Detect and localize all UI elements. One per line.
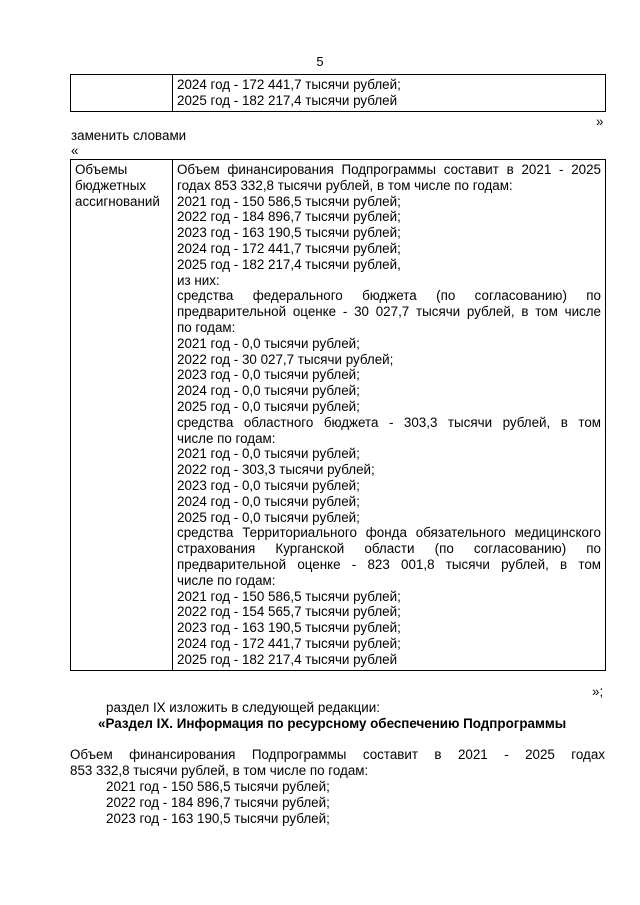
funding-line: 2022 год - 30 027,7 тысячи рублей;	[177, 351, 394, 367]
funding-line: 2023 год - 0,0 тысячи рублей;	[177, 367, 360, 383]
page-number: 5	[316, 54, 324, 69]
label-cell	[71, 160, 173, 671]
funding-line: 2023 год - 163 190,5 тысячи рублей;	[177, 620, 401, 636]
funding-line: 2021 год - 150 586,5 тысячи рублей;	[177, 193, 401, 209]
funding-line: из них:	[177, 272, 220, 288]
closing-quote: »	[596, 114, 604, 129]
funding-line: 2025 год - 0,0 тысячи рублей;	[177, 509, 360, 525]
funding-line: 2024 год - 0,0 тысячи рублей;	[177, 493, 360, 509]
funding-line: 2021 год - 150 586,5 тысячи рублей;	[177, 588, 401, 604]
funding-line: 2022 год - 303,3 тысячи рублей;	[177, 462, 375, 478]
funding-line: годах 853 332,8 тысячи рублей, в том числе по годам:	[177, 177, 513, 193]
funding-line: предварительной оценке - 823 001,8 тысячи рублей, в том	[177, 556, 601, 572]
funding-line: 2021 год - 0,0 тысячи рублей;	[177, 446, 360, 462]
opening-quote: «	[71, 143, 79, 158]
funding-line: 2023 год - 0,0 тысячи рублей;	[177, 477, 360, 493]
empty-label-cell	[71, 75, 173, 112]
funding-line: 2023 год - 163 190,5 тысячи рублей;	[177, 225, 401, 241]
replace-with-text: заменить словами	[71, 128, 187, 143]
closing-quote-semicolon: »;	[592, 684, 604, 699]
text-line: 2024 год - 172 441,7 тысячи рублей;	[177, 77, 401, 92]
funding-line: средства Территориального фонда обязательного медицинского	[177, 525, 601, 541]
funding-line: 2024 год - 172 441,7 тысячи рублей;	[177, 240, 401, 256]
body-paragraph-line: 853 332,8 тысячи рублей, в том числе по годам:	[70, 763, 369, 778]
funding-line: 2025 год - 182 217,4 тысячи рублей,	[177, 256, 401, 272]
label-line: бюджетных	[75, 177, 147, 193]
body-year-line: 2023 год - 163 190,5 тысячи рублей;	[106, 811, 330, 826]
funding-line: 2021 год - 0,0 тысячи рублей;	[177, 335, 360, 351]
funding-line: средства федерального бюджета (по согласованию) по	[177, 288, 601, 304]
funding-line: числе по годам:	[177, 430, 276, 446]
funding-line: Объем финансирования Подпрограммы составит в 2021 - 2025	[177, 162, 601, 177]
previous-table-fragment	[70, 74, 606, 112]
funding-line: 2022 год - 154 565,7 тысячи рублей;	[177, 604, 401, 620]
funding-line: средства областного бюджета - 303,3 тысячи рублей, в том	[177, 414, 601, 430]
body-paragraph-line: Объем финансирования Подпрограммы составит в 2021 - 2025 годах	[70, 747, 605, 762]
text-line: 2025 год - 182 217,4 тысячи рублей	[177, 92, 398, 108]
label-line: Объемы	[75, 162, 128, 177]
funding-line: 2025 год - 0,0 тысячи рублей;	[177, 398, 360, 414]
funding-line: по годам:	[177, 319, 236, 335]
funding-line: предварительной оценке - 30 027,7 тысячи рублей, в том числе	[177, 304, 601, 320]
funding-line: страхования Курганской области (по согласованию) по	[177, 541, 601, 557]
body-year-line: 2021 год - 150 586,5 тысячи рублей;	[106, 779, 330, 794]
body-year-line: 2022 год - 184 896,7 тысячи рублей;	[106, 795, 330, 810]
budget-allocations-table	[70, 159, 606, 671]
funding-line: 2024 год - 172 441,7 тысячи рублей;	[177, 635, 401, 651]
section-instruction: раздел IX изложить в следующей редакции:	[106, 700, 380, 715]
funding-cell	[173, 75, 606, 112]
funding-details-cell	[173, 160, 606, 671]
funding-line: 2022 год - 184 896,7 тысячи рублей;	[177, 209, 401, 225]
section-title: «Раздел IX. Информация по ресурсному обеспечению Подпрограммы	[98, 716, 567, 731]
funding-line: числе по годам:	[177, 572, 276, 588]
funding-line: 2024 год - 0,0 тысячи рублей;	[177, 383, 360, 399]
funding-line: 2025 год - 182 217,4 тысячи рублей	[177, 651, 398, 667]
label-line: ассигнований	[75, 193, 160, 209]
